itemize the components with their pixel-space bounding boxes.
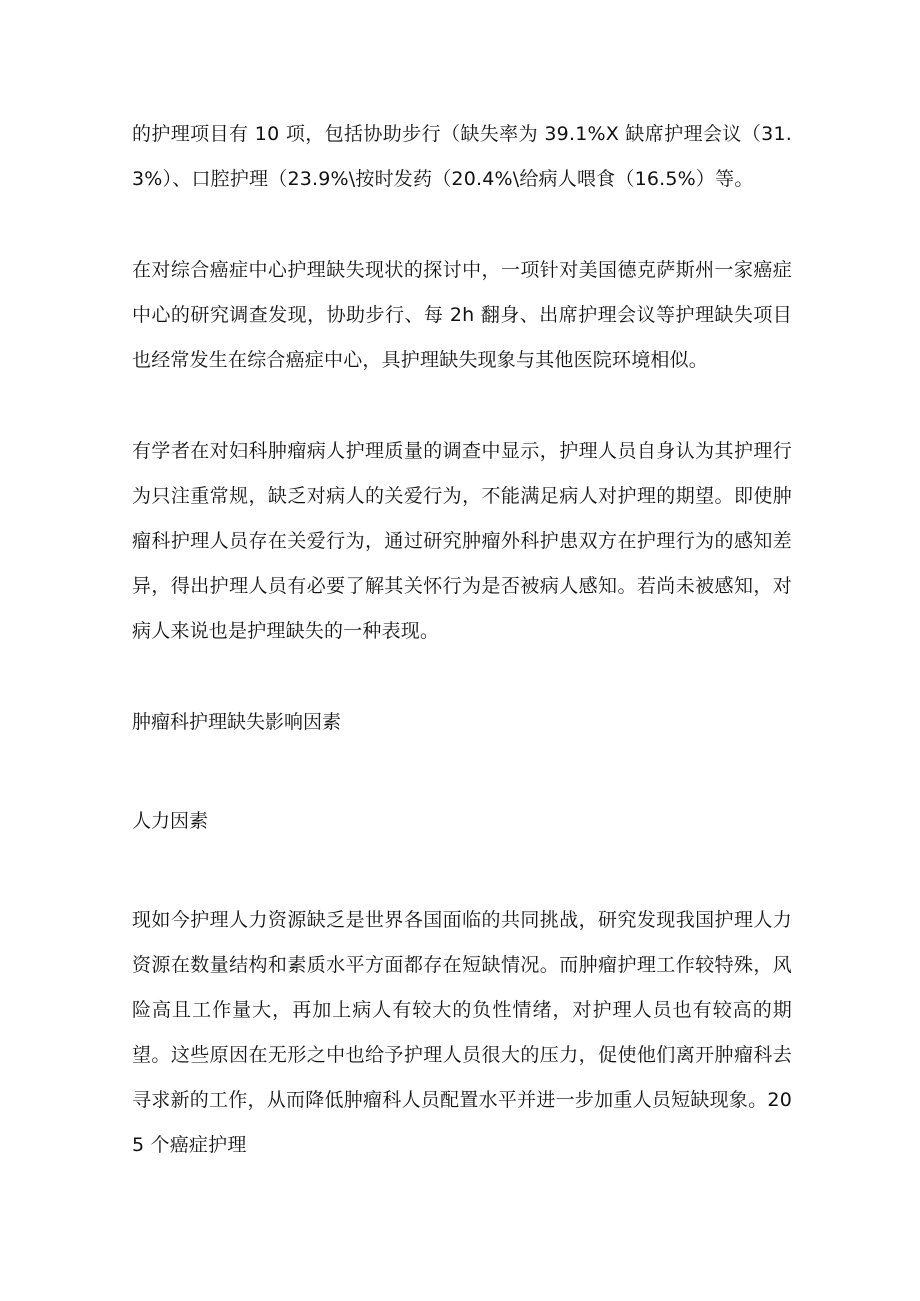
section-heading: 肿瘤科护理缺失影响因素 xyxy=(132,711,342,733)
paragraph-gynecologic-oncology: 有学者在对妇科肿瘤病人护理质量的调查中显示，护理人员自身认为其护理行为只注重常规，缺乏对病人的关爱行为，不能满足病人对护理的期望。即使肿瘤科护理人员存在关爱行为，通过研究肿瘤外科护患双方在护理行为的感知差异，得出护理人员有必要了解其关怀行为是否被病人感知。若尚未被感知，对病人来说也是护理缺失的一种表现。 xyxy=(132,440,792,642)
paragraph-nursing-items: 的护理项目有 10 项，包括协助步行（缺失率为 39.1%X 缺席护理会议（31.3%）、口腔护理（23.9%\按时发药（20.4%\给病人喂食（16.5%）等。 xyxy=(132,123,792,190)
paragraph-human-resources: 现如今护理人力资源缺乏是世界各国面临的共同挑战，研究发现我国护理人力资源在数量结构和素质水平方面都存在短缺情况。而肿瘤护理工作较特殊，风险高且工作量大，再加上病人有较大的负性情绪，对护理人员也有较高的期望。这些原因在无形之中也给予护理人员很大的压力，促使他们离开肿瘤科去寻求新的工作，从而降低肿瘤科人员配置水平并进一步加重人员短缺现象。205 个癌症护理 xyxy=(132,909,792,1156)
document-body xyxy=(132,112,792,1168)
paragraph-cancer-center: 在对综合癌症中心护理缺失现状的探讨中，一项针对美国德克萨斯州一家癌症中心的研究调查发现，协助步行、每 2h 翻身、出席护理会议等护理缺失项目也经常发生在综合癌症中心，具护理缺失现象与其他医院环境相似。 xyxy=(132,259,792,371)
subsection-heading: 人力因素 xyxy=(132,810,209,832)
